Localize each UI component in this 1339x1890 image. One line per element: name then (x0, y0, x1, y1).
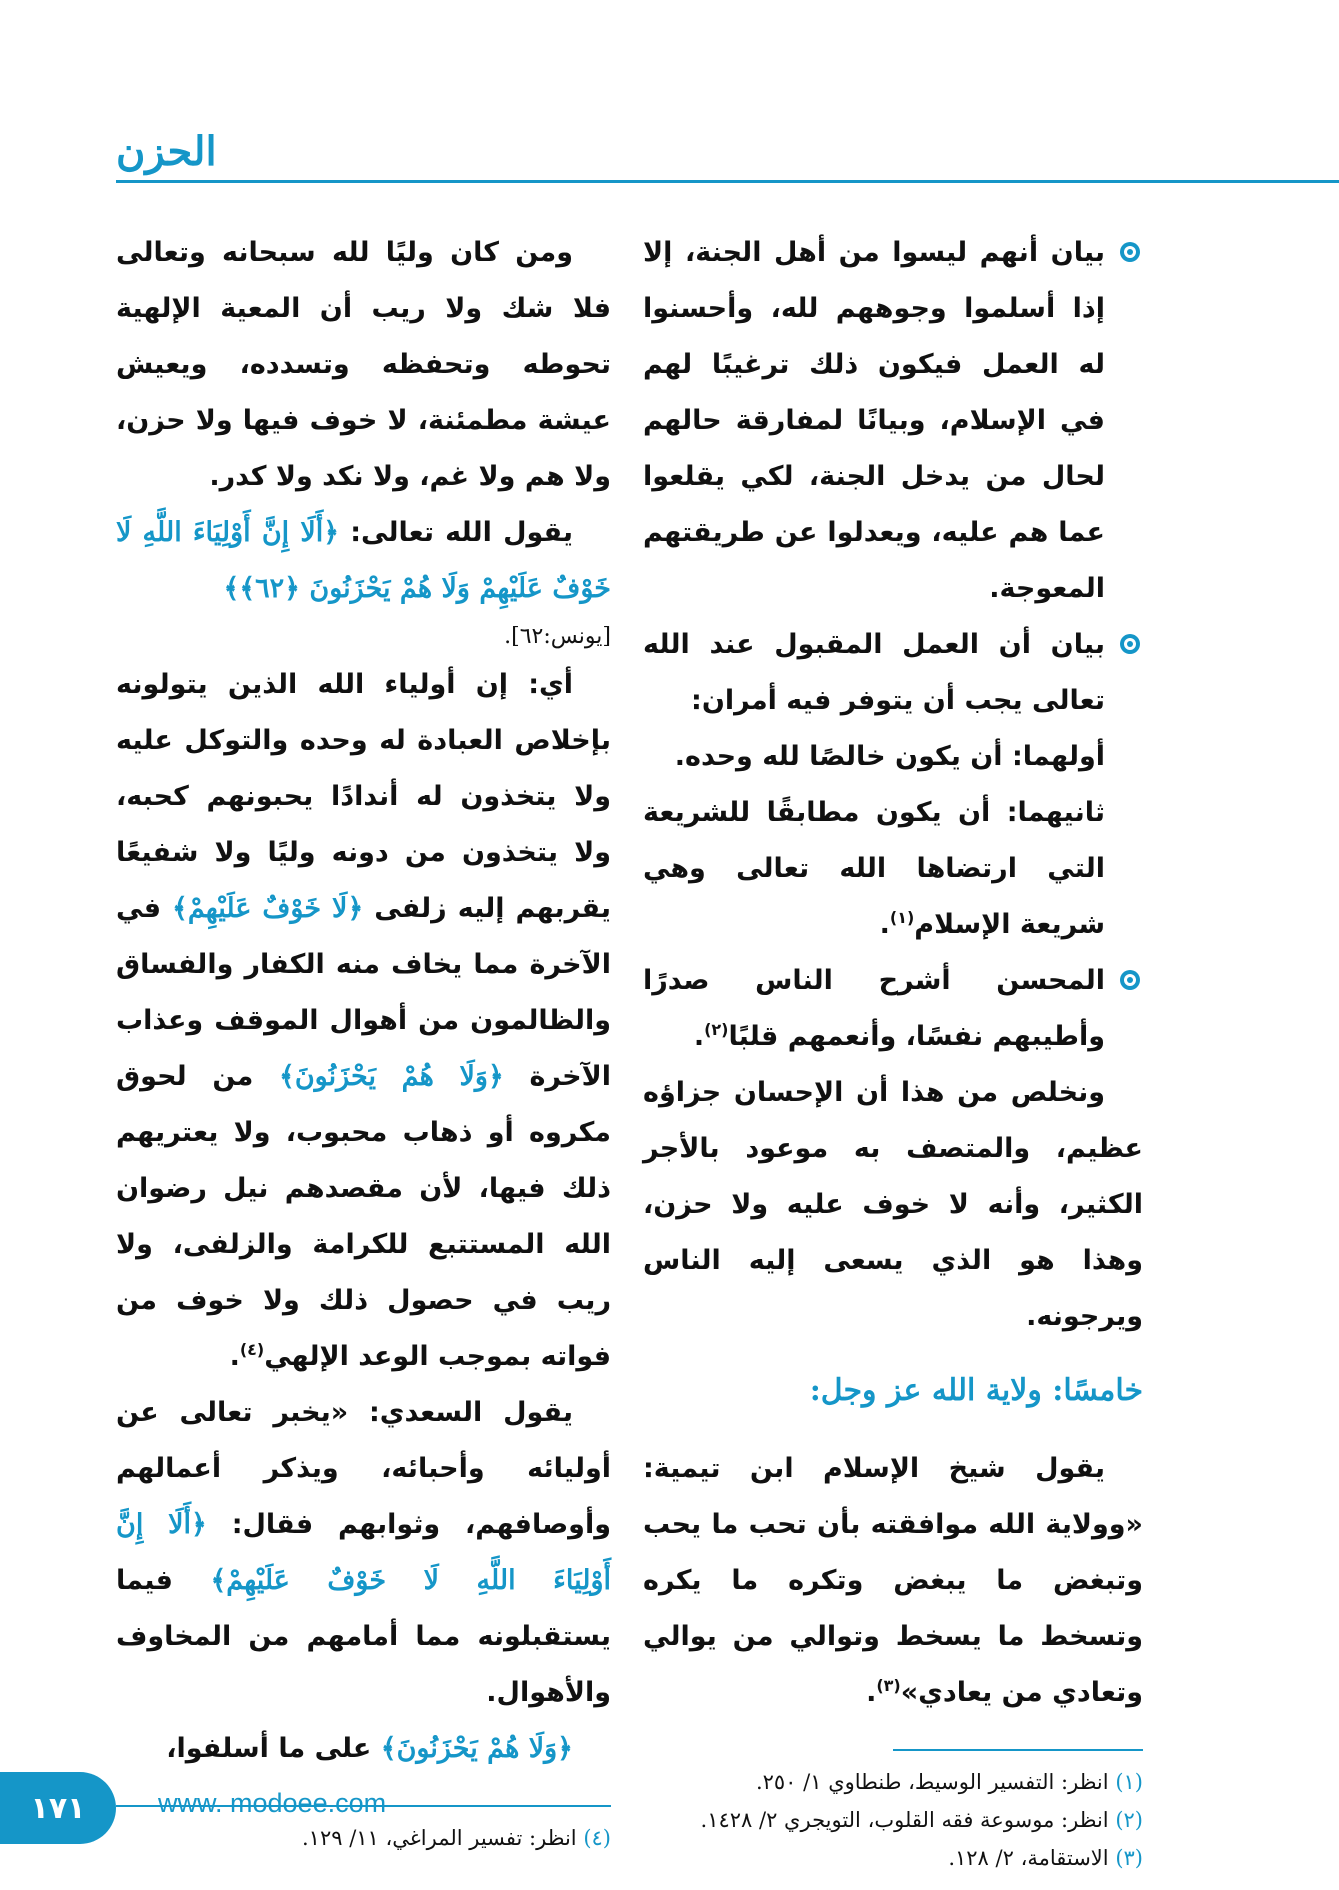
blue-flower-icon (1119, 633, 1141, 655)
footnote-number: (٣) (1115, 1846, 1143, 1870)
footnote-text: انظر: التفسير الوسيط، طنطاوي ١/ ٢٥٠. (755, 1770, 1109, 1794)
footnote-mark-3: (٣) (876, 1676, 901, 1695)
ibn-taymiyya-quote: يقول شيخ الإسلام ابن تيمية: «وولاية الله موافقته بأن تحب ما يحب وتبغض ما يبغض وتكره ما يكره وتسخط ما يسخط وتوالي من يوالي وتعادي من يعادي»$^{(٣)}$. (643, 1453, 1143, 1708)
footnote-number: (١) (1115, 1770, 1143, 1794)
right-column (643, 225, 1143, 1877)
saadi-paragraph (116, 1385, 611, 1721)
condition-first: أولهما: أن يكون خالصًا لله وحده. (674, 741, 1105, 772)
saadi-text-b: فيما يستقبلونه مما أمامهم من المخاوف والأهوال. (116, 1565, 611, 1708)
bullet-paragraph-2 (643, 617, 1143, 729)
footnote-mark-2: (٢) (704, 1020, 729, 1039)
saadi-text-c: على ما أسلفوا، (166, 1733, 372, 1764)
verse-paragraph (116, 505, 611, 617)
footnote-number: (٢) (1115, 1808, 1143, 1832)
quran-quote-3: ﴿أَلَا إِنَّ أَوْلِيَاءَ اللَّهِ لَا خَوْفٌ عَلَيْهِمْ﴾ (116, 1509, 611, 1596)
bullet-paragraph-3: المحسن أشرح الناس صدرًا وأطيبهم نفسًا، وأنعمهم قلبًا$^{(٢)}$. (643, 953, 1143, 1065)
footnote-mark-1: (١) (889, 908, 915, 927)
quran-quote-4: ﴿وَلَا هُمْ يَحْزَنُونَ﴾ (380, 1733, 573, 1764)
quran-quote-1: ﴿لَا خَوْفٌ عَلَيْهِمْ﴾ (172, 893, 364, 924)
footnote-2 (643, 1801, 1143, 1839)
bullet-text-2: بيان أن العمل المقبول عند الله تعالى يجب أن يتوفر فيه أمران: (643, 629, 1105, 716)
condition-second: ثانيهما: أن يكون مطابقًا للشريعة التي ارتضاها الله تعالى وهي شريعة الإسلام$^{(١)}$. (643, 797, 1105, 940)
footnote-mark-4: (٤) (239, 1340, 265, 1359)
tafsir-paragraph: أي: إن أولياء الله الذين يتولونه بإخلاص العبادة له وحده والتوكل عليه ولا يتخذون له أندادًا يحبونهم كحبه، ولا يتخذون من دونه وليًا ولا شفيعًا يقربهم إليه زلفى ﴿لَا خَوْفٌ عَلَيْهِمْ﴾ في الآخرة مما يخاف منه الكفار والفساق والظالمون من أهوال الموقف وعذاب الآخرة ﴿وَلَا هُمْ يَحْزَنُونَ﴾ من لحوق مكروه أو ذهاب محبوب، ولا يعتريهم ذلك فيها، لأن مقصدهم نيل رضوان الله المستتبع للكرامة والزلفى، ولا ريب في حصول ذلك ولا خوف من فواته بموجب الوعد الإلهي$^{(٤)}$. (116, 669, 611, 1372)
tafsir-text-a: أي: إن أولياء الله الذين يتولونه بإخلاص العبادة له وحده والتوكل عليه ولا يتخذون له أندادًا يحبونهم كحبه، ولا يتخذون من دونه وليًا ولا شفيعًا يقربهم إليه زلفى (116, 669, 611, 924)
saadi-continuation (116, 1721, 611, 1777)
footnote-rule (893, 1749, 1143, 1751)
saadi-text-a: يقول السعدي: «يخبر تعالى عن أوليائه وأحبائه، ويذكر أعمالهم وأوصافهم، وثوابهم فقال: (116, 1397, 612, 1540)
page-number: ١٧١ (30, 1790, 86, 1826)
tafsir-text-b: في الآخرة مما يخاف منه الكفار والفساق والظالمون من أهوال الموقف وعذاب الآخرة (116, 893, 611, 1092)
footnote-text: انظر: موسوعة فقه القلوب، التويجري ٢/ ١٤٢٨. (700, 1808, 1109, 1832)
intro-paragraph: ومن كان وليًا لله سبحانه وتعالى فلا شك ولا ريب أن المعية الإلهية تحوطه وتحفظه وتسدده، ويعيش عيشة مطمئنة، لا خوف فيها ولا حزن، ولا هم ولا غم، ولا نكد ولا كدر. (116, 237, 611, 492)
blue-flower-icon (1119, 969, 1141, 991)
bullet-text-3: المحسن أشرح الناس صدرًا وأطيبهم نفسًا، وأنعمهم قلبًا (643, 965, 1105, 1052)
footnote-4 (116, 1819, 611, 1857)
bullet-paragraph-1 (643, 225, 1143, 617)
tafsir-text-c: من لحوق مكروه أو ذهاب محبوب، ولا يعتريهم ذلك فيها، لأن مقصدهم نيل رضوان الله المستتبع للكرامة والزلفى، ولا ريب في حصول ذلك ولا خوف من فواته بموجب الوعد الإلهي (116, 1061, 611, 1372)
conclusion-paragraph: ونخلص من هذا أن الإحسان جزاؤه عظيم، والمتصف به موعود بالأجر الكثير، وأنه لا خوف عليه ولا حزن، وهذا هو الذي يسعى إليه الناس ويرجونه. (643, 1077, 1143, 1332)
footnote-text: انظر: تفسير المراغي، ١١/ ١٢٩. (301, 1826, 577, 1850)
section-heading: خامسًا: ولاية الله عز وجل: (809, 1373, 1143, 1408)
footnote-1 (643, 1763, 1143, 1801)
footnote-number: (٤) (583, 1826, 611, 1850)
running-header-title: الحزن (116, 128, 217, 175)
page-number-tab (0, 1772, 116, 1844)
verse-intro: يقول الله تعالى: (350, 517, 573, 548)
quran-verse: ﴿أَلَا إِنَّ أَوْلِيَاءَ اللَّهِ لَا خَوْفٌ عَلَيْهِمْ وَلَا هُمْ يَحْزَنُونَ ﴿٦٢﴾﴾ (116, 517, 611, 604)
condition-second-text: ثانيهما: أن يكون مطابقًا للشريعة التي ارتضاها الله تعالى وهي شريعة الإسلام (643, 797, 1105, 940)
ibn-taymiyya-text: يقول شيخ الإسلام ابن تيمية: «وولاية الله موافقته بأن تحب ما يحب وتبغض ما يبغض وتكره ما يكره وتسخط ما يسخط وتوالي من يوالي وتعادي من يعادي» (643, 1453, 1143, 1708)
header-rule (116, 180, 1339, 183)
blue-flower-icon (1119, 241, 1141, 263)
footnote-3 (643, 1839, 1143, 1877)
footnote-text: الاستقامة، ٢/ ١٢٨. (948, 1846, 1109, 1870)
quran-quote-2: ﴿وَلَا هُمْ يَحْزَنُونَ﴾ (279, 1061, 504, 1092)
bullet-text-1: بيان أنهم ليسوا من أهل الجنة، إلا إذا أسلموا وجوههم لله، وأحسنوا له العمل فيكون ذلك ترغيبًا لهم في الإسلام، وبيانًا لمفارقة حالهم لحال من يدخل الجنة، لكي يقلعوا عما هم عليه، ويعدلوا عن طريقتهم المعوجة. (643, 237, 1105, 604)
verse-reference: [يونس:٦٢]. (504, 624, 611, 649)
left-column (116, 225, 611, 1857)
footer-url: www. modoee.com (158, 1788, 387, 1818)
